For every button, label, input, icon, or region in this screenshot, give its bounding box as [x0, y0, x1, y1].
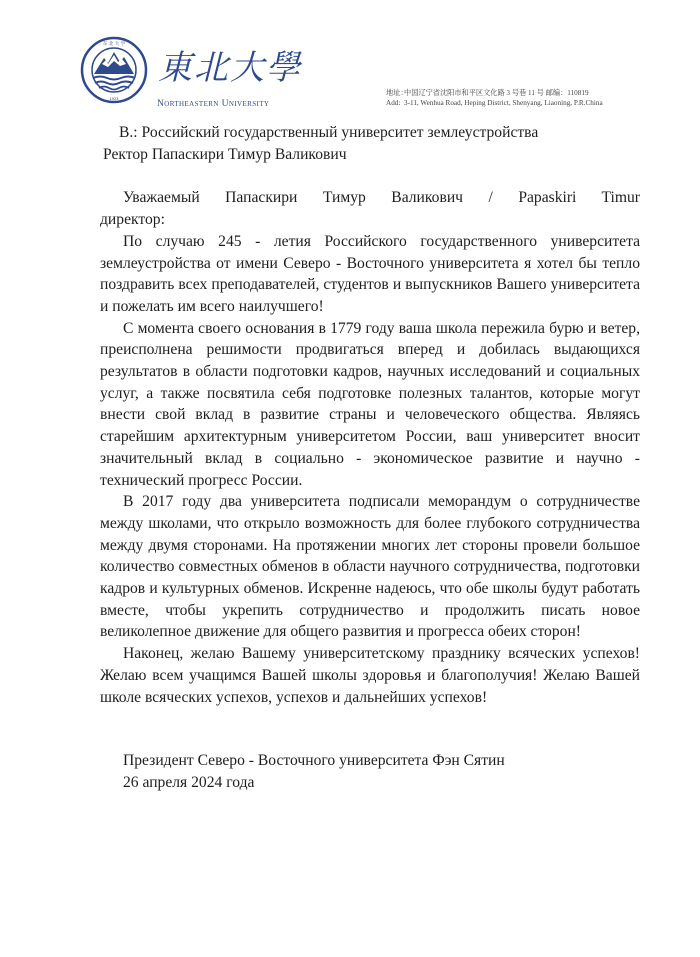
salutation-line1: Уважаемый Папаскири Тимур Валикович / Papaskiri Timur — [123, 189, 640, 207]
letter-body — [100, 122, 640, 794]
address-en-label: Add: — [386, 99, 401, 107]
address-cn-label: 地址： — [386, 89, 408, 97]
paragraph-anniversary: По случаю 245 - летия Российского государственного университета землеустройства от имени Северо - Восточного университета я хотел бы тепло поздравить всех преподавателей, студентов и выпускников Вашего университета и пожелать им всего наилучшего! — [100, 232, 640, 315]
addressee-institution: В.: Российский государственный университет землеустройства — [119, 124, 539, 141]
address-cn-row — [386, 88, 603, 98]
signature: Президент Северо - Восточного университета Фэн Сятин — [123, 752, 505, 770]
letter-date: 26 апреля 2024 года — [123, 773, 255, 791]
letterhead — [0, 0, 700, 115]
paragraph-wishes: Наконец, желаю Вашему университетскому празднику всяческих успехов! Желаю всем учащимся Вашей школы здоровья и благополучия! Желаю Вашей школе всяческих успехов, успехов и дальнейших успехов! — [100, 645, 640, 706]
salutation-line2: директор: — [100, 211, 165, 229]
address-en: 3-11, Wenhua Road, Heping District, Shenyang, Liaoning, P.R.China — [404, 99, 603, 107]
address-cn: 中国辽宁省沈阳市和平区文化路 3 号巷 11 号 邮编：110819 — [404, 89, 589, 97]
address-en-row — [386, 98, 603, 108]
addressee-rector: Ректор Папаскири Тимур Валикович — [103, 145, 347, 163]
university-english-name: Northeastern University — [157, 99, 270, 109]
university-chinese-name: 東北大學 — [158, 48, 302, 88]
closing-block — [100, 750, 640, 793]
paragraph-history: С момента своего основания в 1779 году ваша школа пережила бурю и ветер, преисполнена решимости продвигаться вперед и добилась выдающихся результатов в области подготовки кадров, научных исследований и социальных услуг, а также посвятила себя подготовке полезных талантов, которые могут внести свой вклад в развитие страны и человеческого общества. Являясь старейшим архитектурным университетом России, ваш университет вносит значительный вклад в социально - экономическое развитие и научно - технический прогресс России. — [100, 319, 640, 489]
svg-text:东 北 大 学: 东 北 大 学 — [102, 42, 126, 47]
paragraph-cooperation: В 2017 году два университета подписали меморандум о сотрудничестве между школами, что открыло возможность для более глубокого сотрудничества между двумя сторонами. На протяжении многих лет стороны провели большое количество совместных обменов в области научного сотрудничества, подготовки кадров и культурных обменов. Искренне надеюсь, что обе школы будут работать вместе, чтобы укрепить сотрудничество и продолжить писать новое великолепное движение для общего развития и прогресса обеих сторон! — [100, 493, 640, 641]
salutation — [100, 187, 640, 230]
addressee-block — [100, 122, 640, 165]
letterhead-address — [386, 88, 603, 108]
university-seal-icon — [80, 36, 148, 104]
svg-text:1923: 1923 — [109, 97, 119, 101]
